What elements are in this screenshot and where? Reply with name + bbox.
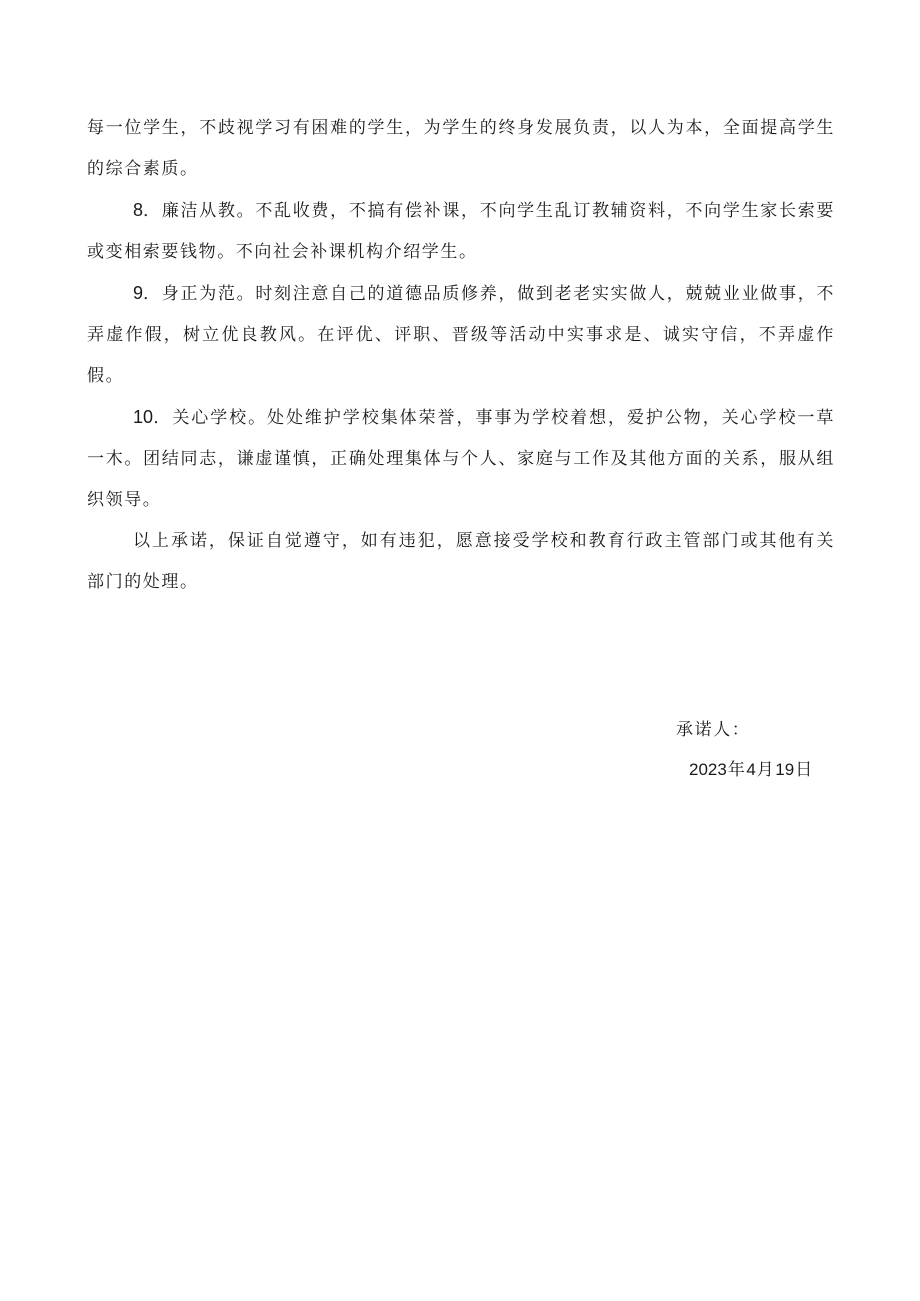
item-number: 10 [133, 407, 154, 427]
paragraph-text: 每一位学生，不歧视学习有困难的学生，为学生的终身发展负责，以人为本，全面提高学生的综合素质。 [87, 118, 835, 179]
date-year: 2023 [689, 760, 727, 779]
paragraph-item-8 [87, 190, 835, 273]
date-day: 19 [775, 760, 795, 779]
paragraph-continuation [87, 108, 835, 190]
item-number: 9 [133, 283, 144, 303]
document-body [87, 108, 835, 603]
date-day-unit: 日 [795, 760, 813, 780]
date-month: 4 [746, 760, 756, 779]
paragraph-closing [87, 521, 835, 603]
paragraph-text: ．关心学校。处处维护学校集体荣誉，事事为学校着想，爱护公物，关心学校一草一木。团结同志，谦虚谨慎，正确处理集体与个人、家庭与工作及其他方面的关系，服从组织领导。 [87, 408, 835, 510]
paragraph-text: ．廉洁从教。不乱收费，不搞有偿补课，不向学生乱订教辅资料，不向学生家长索要或变相索要钱物。不向社会补课机构介绍学生。 [87, 201, 835, 262]
paragraph-item-10 [87, 397, 835, 521]
paragraph-text: ．身正为范。时刻注意自己的道德品质修养，做到老老实实做人，兢兢业业做事，不弄虚作假，树立优良教风。在评优、评职、晋级等活动中实事求是、诚实守信，不弄虚作假。 [87, 284, 835, 386]
item-number: 8 [133, 200, 144, 220]
paragraph-text: 以上承诺，保证自觉遵守，如有违犯，愿意接受学校和教育行政主管部门或其他有关部门的处理。 [87, 531, 835, 592]
signature-date [688, 752, 813, 788]
date-year-unit: 年 [727, 760, 746, 780]
signature-label: 承诺人： [676, 720, 751, 740]
date-month-unit: 月 [756, 760, 775, 780]
paragraph-item-9 [87, 273, 835, 397]
